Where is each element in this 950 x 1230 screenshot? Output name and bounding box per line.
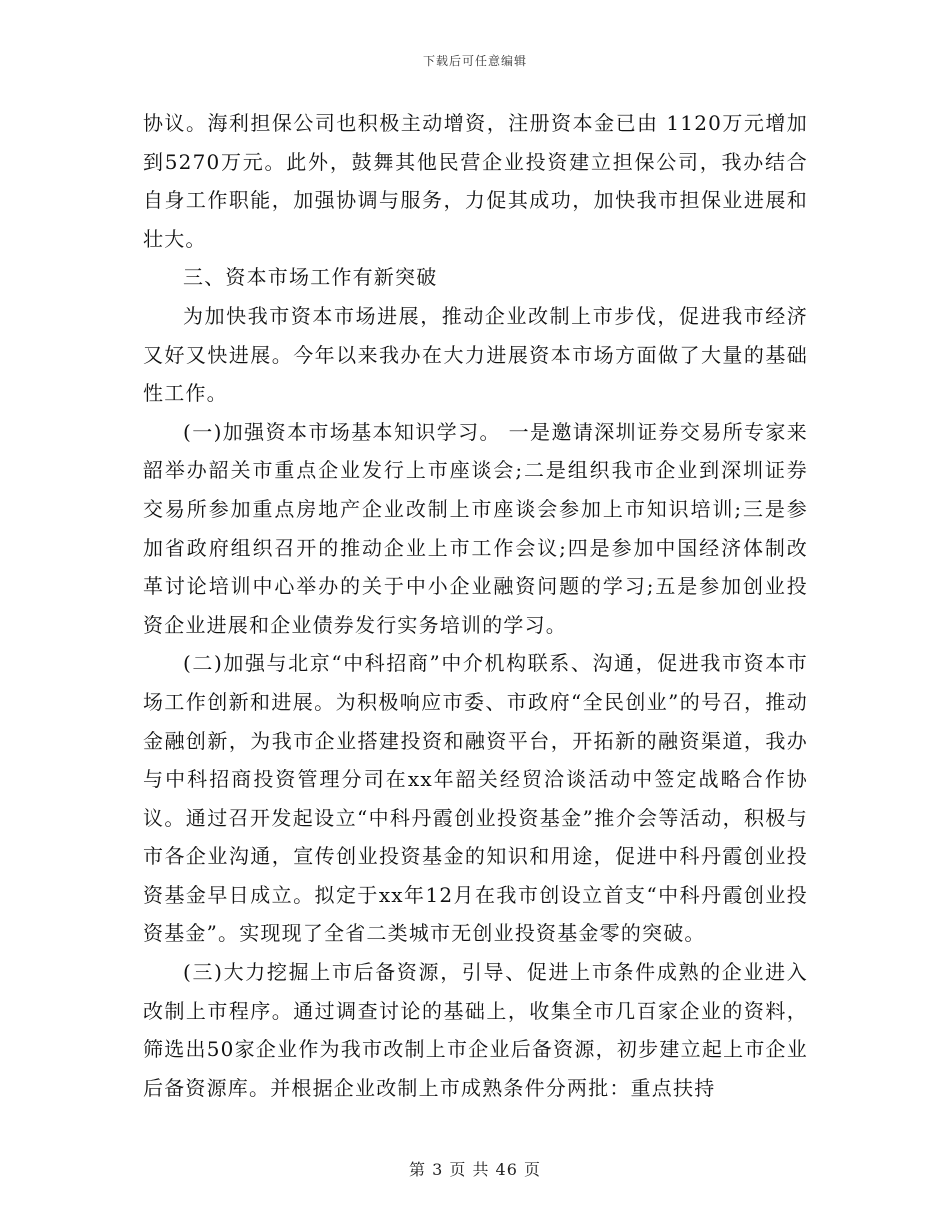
page-header: 下载后可任意编辑 [422, 54, 527, 68]
paragraph: (二)加强与北京“中科招商”中介机构联系、沟通，促进我市资本市场工作创新和进展。为积极响应市委、市政府“全民创业”的号召，推动金融创新，为我市企业搭建投资和融资平台，开拓新的融资渠道，我办与中科招商投资管理分司在xx年韶关经贸洽谈活动中签定战略合作协议。通过召开发起设立“中科丹霞创业投资基金”推介会等活动，积极与市各企业沟通，宣传创业投资基金的知识和用途，促进中科丹霞创业投资基金早日成立。拟定于xx年12月在我市创设立首支“中科丹霞创业投资基金”。实现现了全省二类城市无创业投资基金零的突破。 [143, 651, 808, 946]
paragraph: 为加快我市资本市场进展，推动企业改制上市步伐，促进我市经济又好又快进展。今年以来我办在大力进展资本市场方面做了大量的基础性工作。 [143, 303, 808, 406]
paragraph: 协议。海利担保公司也积极主动增资，注册资本金已由 1120万元增加到5270万元。此外，鼓舞其他民营企业投资建立担保公司，我办结合自身工作职能，加强协调与服务，力促其成功，加快我市担保业进展和壮大。 [143, 111, 808, 251]
paragraph: (三)大力挖掘上市后备资源，引导、促进上市条件成熟的企业进入改制上市程序。通过调查讨论的基础上，收集全市几百家企业的资料，筛选出50家企业作为我市改制上市企业后备资源，初步建立起上市企业后备资源库。并根据企业改制上市成熟条件分两批：重点扶持 [143, 960, 808, 1100]
section-heading: 三、资本市场工作有新突破 [183, 265, 438, 290]
document-body [143, 104, 808, 1107]
paragraph: (一)加强资本市场基本知识学习。 一是邀请深圳证券交易所专家来韶举办韶关市重点企业发行上市座谈会;二是组织我市企业到深圳证券交易所参加重点房地产企业改制上市座谈会参加上市知识培训;三是参加省政府组织召开的推动企业上市工作会议;四是参加中国经济体制改革讨论培训中心举办的关于中小企业融资问题的学习;五是参加创业投资企业进展和企业债券发行实务培训的学习。 [143, 419, 808, 637]
page-footer: 第 3 页 共 46 页 [409, 1160, 541, 1179]
